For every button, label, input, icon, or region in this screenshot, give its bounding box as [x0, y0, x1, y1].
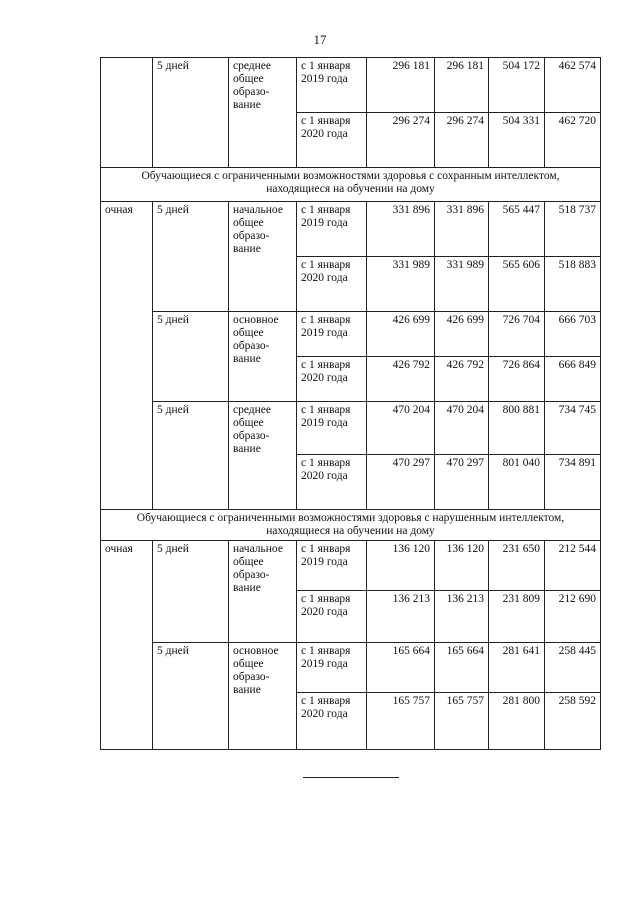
value-cell: 470 297: [367, 455, 435, 510]
level-cell: среднее общее образо- вание: [229, 402, 297, 510]
value-cell: 296 181: [435, 58, 489, 113]
date-cell: с 1 января 2019 года: [297, 202, 367, 257]
end-divider: [303, 777, 399, 778]
value-cell: 231 650: [489, 541, 545, 591]
date-cell: с 1 января 2020 года: [297, 257, 367, 312]
value-cell: 331 989: [367, 257, 435, 312]
section-header: Обучающиеся с ограниченными возможностями здоровья с нарушенным интеллектом, находящиеся на обучении на дому: [101, 510, 601, 541]
value-cell: 165 757: [435, 693, 489, 750]
date-cell: с 1 января 2019 года: [297, 541, 367, 591]
value-cell: 258 445: [545, 643, 601, 693]
value-cell: 136 120: [435, 541, 489, 591]
table-row: [101, 202, 601, 257]
value-cell: 165 664: [367, 643, 435, 693]
page-number: 17: [313, 32, 327, 47]
section-header-row: [101, 510, 601, 541]
value-cell: 165 757: [367, 693, 435, 750]
value-cell: 212 690: [545, 591, 601, 643]
value-cell: 296 274: [367, 113, 435, 168]
value-cell: 726 864: [489, 357, 545, 402]
value-cell: 331 896: [367, 202, 435, 257]
days-cell: 5 дней: [153, 312, 229, 402]
value-cell: 734 891: [545, 455, 601, 510]
value-cell: 426 699: [367, 312, 435, 357]
value-cell: 296 274: [435, 113, 489, 168]
value-cell: 426 699: [435, 312, 489, 357]
date-cell: с 1 января 2019 года: [297, 58, 367, 113]
value-cell: 518 883: [545, 257, 601, 312]
days-cell: 5 дней: [153, 402, 229, 510]
table-row: [101, 643, 601, 693]
value-cell: 462 720: [545, 113, 601, 168]
value-cell: 281 800: [489, 693, 545, 750]
tariff-table: [100, 57, 601, 750]
value-cell: 504 331: [489, 113, 545, 168]
form-cell: [101, 58, 153, 168]
value-cell: 800 881: [489, 402, 545, 455]
value-cell: 518 737: [545, 202, 601, 257]
form-cell: очная: [101, 541, 153, 750]
form-cell: очная: [101, 202, 153, 510]
value-cell: 136 120: [367, 541, 435, 591]
value-cell: 281 641: [489, 643, 545, 693]
value-cell: 470 204: [435, 402, 489, 455]
value-cell: 426 792: [367, 357, 435, 402]
value-cell: 726 704: [489, 312, 545, 357]
date-cell: с 1 января 2020 года: [297, 113, 367, 168]
section-header: Обучающиеся с ограниченными возможностями здоровья с сохранным интеллектом, находящиеся на обучении на дому: [101, 168, 601, 202]
level-cell: начальное общее образо- вание: [229, 541, 297, 643]
date-cell: с 1 января 2019 года: [297, 312, 367, 357]
date-cell: с 1 января 2020 года: [297, 357, 367, 402]
table-row: [101, 402, 601, 455]
value-cell: 165 664: [435, 643, 489, 693]
table-row: [101, 58, 601, 113]
level-cell: основное общее образо- вание: [229, 312, 297, 402]
days-cell: 5 дней: [153, 58, 229, 168]
value-cell: 470 204: [367, 402, 435, 455]
date-cell: с 1 января 2019 года: [297, 402, 367, 455]
level-cell: начальное общее образо- вание: [229, 202, 297, 312]
value-cell: 734 745: [545, 402, 601, 455]
days-cell: 5 дней: [153, 643, 229, 750]
value-cell: 666 849: [545, 357, 601, 402]
value-cell: 331 989: [435, 257, 489, 312]
value-cell: 801 040: [489, 455, 545, 510]
date-cell: с 1 января 2020 года: [297, 591, 367, 643]
value-cell: 331 896: [435, 202, 489, 257]
date-cell: с 1 января 2020 года: [297, 693, 367, 750]
value-cell: 462 574: [545, 58, 601, 113]
value-cell: 296 181: [367, 58, 435, 113]
date-cell: с 1 января 2019 года: [297, 643, 367, 693]
value-cell: 504 172: [489, 58, 545, 113]
value-cell: 565 606: [489, 257, 545, 312]
level-cell: среднее общее образо- вание: [229, 58, 297, 168]
value-cell: 136 213: [435, 591, 489, 643]
value-cell: 136 213: [367, 591, 435, 643]
section-header-row: [101, 168, 601, 202]
date-cell: с 1 января 2020 года: [297, 455, 367, 510]
days-cell: 5 дней: [153, 541, 229, 643]
table-row: [101, 541, 601, 591]
value-cell: 426 792: [435, 357, 489, 402]
value-cell: 212 544: [545, 541, 601, 591]
value-cell: 258 592: [545, 693, 601, 750]
level-cell: основное общее образо- вание: [229, 643, 297, 750]
value-cell: 666 703: [545, 312, 601, 357]
value-cell: 565 447: [489, 202, 545, 257]
value-cell: 470 297: [435, 455, 489, 510]
table-row: [101, 312, 601, 357]
days-cell: 5 дней: [153, 202, 229, 312]
value-cell: 231 809: [489, 591, 545, 643]
